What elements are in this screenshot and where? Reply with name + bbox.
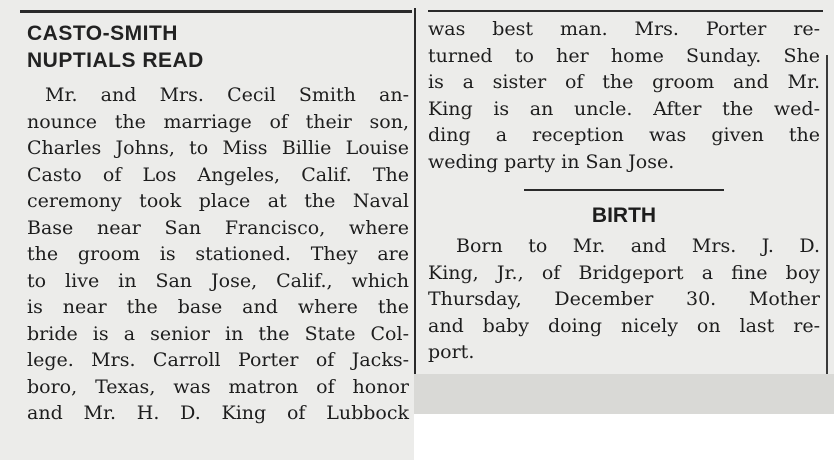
body-line: weding party in San Jose. <box>428 150 675 173</box>
body-line: the groom is stationed. They are <box>27 243 409 265</box>
body-line: Base near San Francisco, where <box>27 216 409 239</box>
left-column <box>27 20 409 427</box>
body-line: ceremony took place at the Naval <box>27 190 409 212</box>
body-line: Charles Johns, to Miss Billie Louise <box>27 137 409 159</box>
body-line: Born to Mr. and Mrs. J. D. <box>456 235 820 257</box>
body-line: Mr. and Mrs. Cecil Smith an- <box>45 84 409 106</box>
section-divider <box>524 189 724 191</box>
body-line: King is an uncle. After the wed- <box>428 97 820 120</box>
top-rule-right <box>428 10 823 12</box>
body-line: Thursday, December 30. Mother <box>428 288 820 310</box>
right-edge-rule <box>826 55 828 385</box>
headline <box>27 20 409 74</box>
body-line: King, Jr., of Bridgeport a fine boy <box>428 261 820 284</box>
body-line: nounce the marriage of their son, <box>27 110 409 133</box>
wedding-article-continued <box>428 16 820 175</box>
right-column <box>428 16 820 366</box>
body-line: turned to her home Sunday. She <box>428 44 820 67</box>
headline-line: NUPTIALS READ <box>27 49 204 72</box>
birth-article-body <box>428 233 820 366</box>
body-line: Casto of Los Angeles, Calif. The <box>27 163 409 186</box>
body-line: ding a reception was given the <box>428 124 820 146</box>
body-line: lege. Mrs. Carroll Porter of Jacks- <box>27 349 409 371</box>
top-rule-left <box>20 10 412 13</box>
birth-heading: BIRTH <box>591 204 657 227</box>
body-line: bride is a senior in the State Col- <box>27 322 409 345</box>
body-line: and baby doing nicely on last re- <box>428 314 820 337</box>
body-line: and Mr. H. D. King of Lubbock <box>27 402 409 424</box>
wedding-article-body <box>27 82 409 427</box>
body-line: to live in San Jose, Calif., which <box>27 269 409 292</box>
headline-line: CASTO-SMITH <box>27 22 178 45</box>
body-line: port. <box>428 341 475 363</box>
scan-shadow-strip <box>414 374 834 414</box>
body-line: was best man. Mrs. Porter re- <box>428 18 820 40</box>
body-line: boro, Texas, was matron of honor <box>27 375 409 398</box>
body-line: is a sister of the groom and Mr. <box>428 71 820 93</box>
blank-area <box>414 414 834 460</box>
body-line: is near the base and where the <box>27 296 409 318</box>
